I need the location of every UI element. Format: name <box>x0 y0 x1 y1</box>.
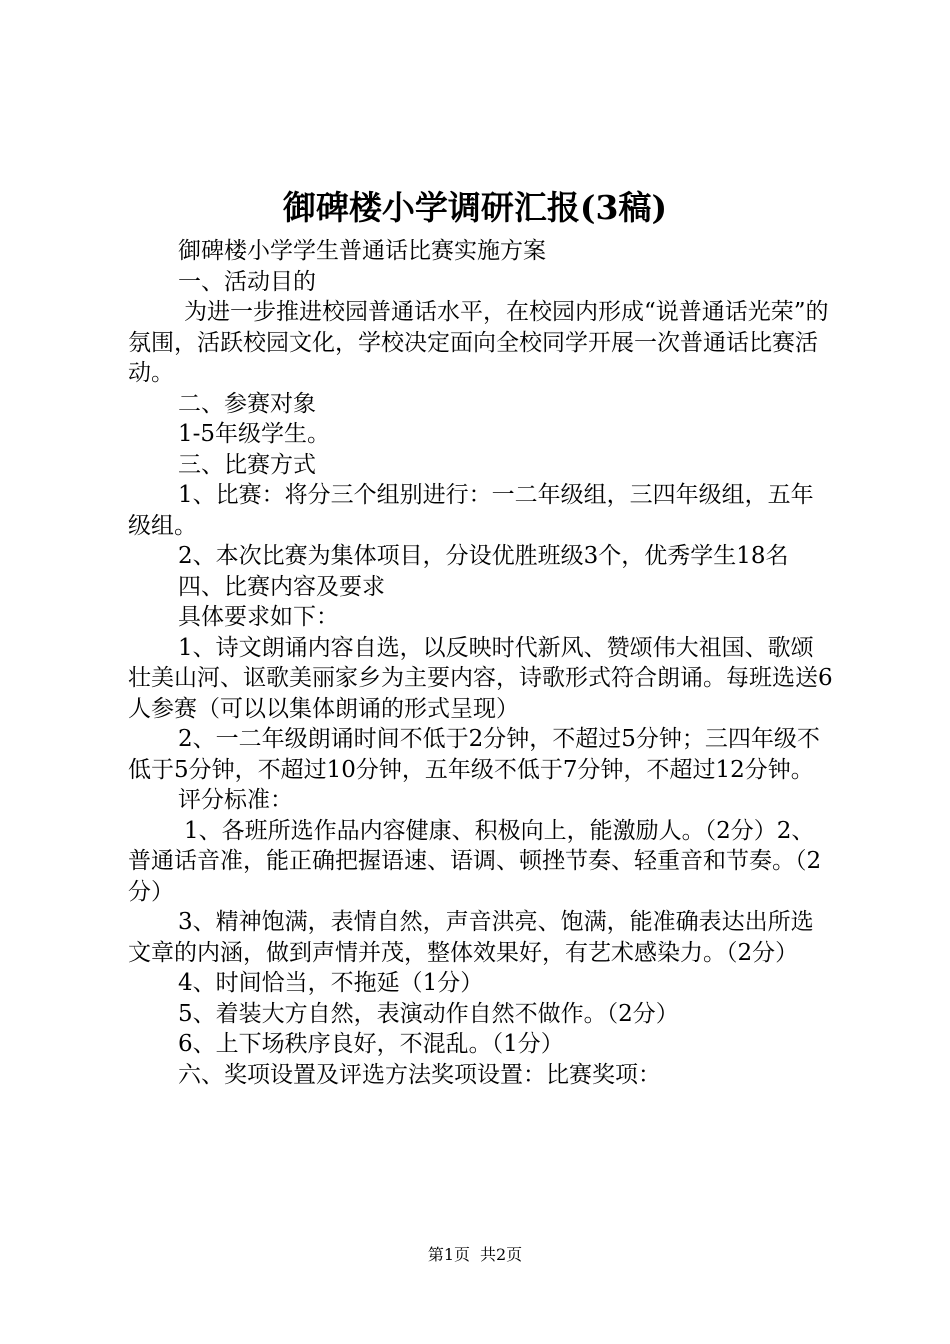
paragraph-criteria-5: 5、着装大方自然，表演动作自然不做作。（2分） <box>178 1000 679 1027</box>
heading-activity-purpose: 一、活动目的 <box>178 268 316 295</box>
paragraph-requirement-2: 2、一二年级朗诵时间不低于2分钟，不超过5分钟；三四年级不低于5分钟，不超过10分钟，五年级不低于7分钟，不超过12分钟。 <box>128 726 820 783</box>
heading-content-requirements: 四、比赛内容及要求 <box>178 573 385 600</box>
paragraph-criteria-1-2: 1、各班所选作品内容健康、积极向上，能激励人。（2分）2、普通话音准，能正确把握语速、语调、顿挫节奏、轻重音和节奏。（2分） <box>128 817 822 905</box>
heading-competition-format: 三、比赛方式 <box>178 451 316 478</box>
paragraph-requirements-intro: 具体要求如下： <box>178 604 339 630</box>
paragraph-requirement-1: 1、诗文朗诵内容自选，以反映时代新风、赞颂伟大祖国、歌颂壮美山河、讴歌美丽家乡为主要内容，诗歌形式符合朗诵。每班选送6人参赛（可以以集体朗诵的形式呈现） <box>128 634 833 722</box>
paragraph-purpose: 为进一步推进校园普通话水平，在校园内形成“说普通话光荣”的氛围，活跃校园文化，学校决定面向全校同学开展一次普通话比赛活动。 <box>128 299 829 386</box>
paragraph-format-groups: 1、比赛：将分三个组别进行：一二年级组，三四年级组，五年级组。 <box>128 482 814 539</box>
paragraph-criteria-3: 3、精神饱满，表情自然，声音洪亮、饱满，能准确表达出所选文章的内涵，做到声情并茂，整体效果好，有艺术感染力。（2分） <box>128 909 814 966</box>
paragraph-criteria-4: 4、时间恰当，不拖延（1分） <box>178 970 484 996</box>
paragraph-criteria-6: 6、上下场秩序良好，不混乱。（1分） <box>178 1031 564 1057</box>
page-number: 第1页 <box>427 1245 470 1264</box>
heading-scoring-criteria: 评分标准： <box>178 787 293 813</box>
paragraph-plan-title: 御碑楼小学学生普通话比赛实施方案 <box>178 238 546 264</box>
heading-awards: 六、奖项设置及评选方法奖项设置：比赛奖项： <box>178 1061 661 1088</box>
document-title: 御碑楼小学调研汇报(3稿) <box>282 188 668 227</box>
page-total: 共2页 <box>480 1245 523 1264</box>
heading-participants: 二、参赛对象 <box>178 390 316 417</box>
paragraph-participants: 1-5年级学生。 <box>178 421 331 447</box>
paragraph-format-awards: 2、本次比赛为集体项目，分设优胜班级3个，优秀学生18名 <box>178 543 789 569</box>
document-body <box>128 236 834 1090</box>
page-footer <box>0 1244 950 1266</box>
